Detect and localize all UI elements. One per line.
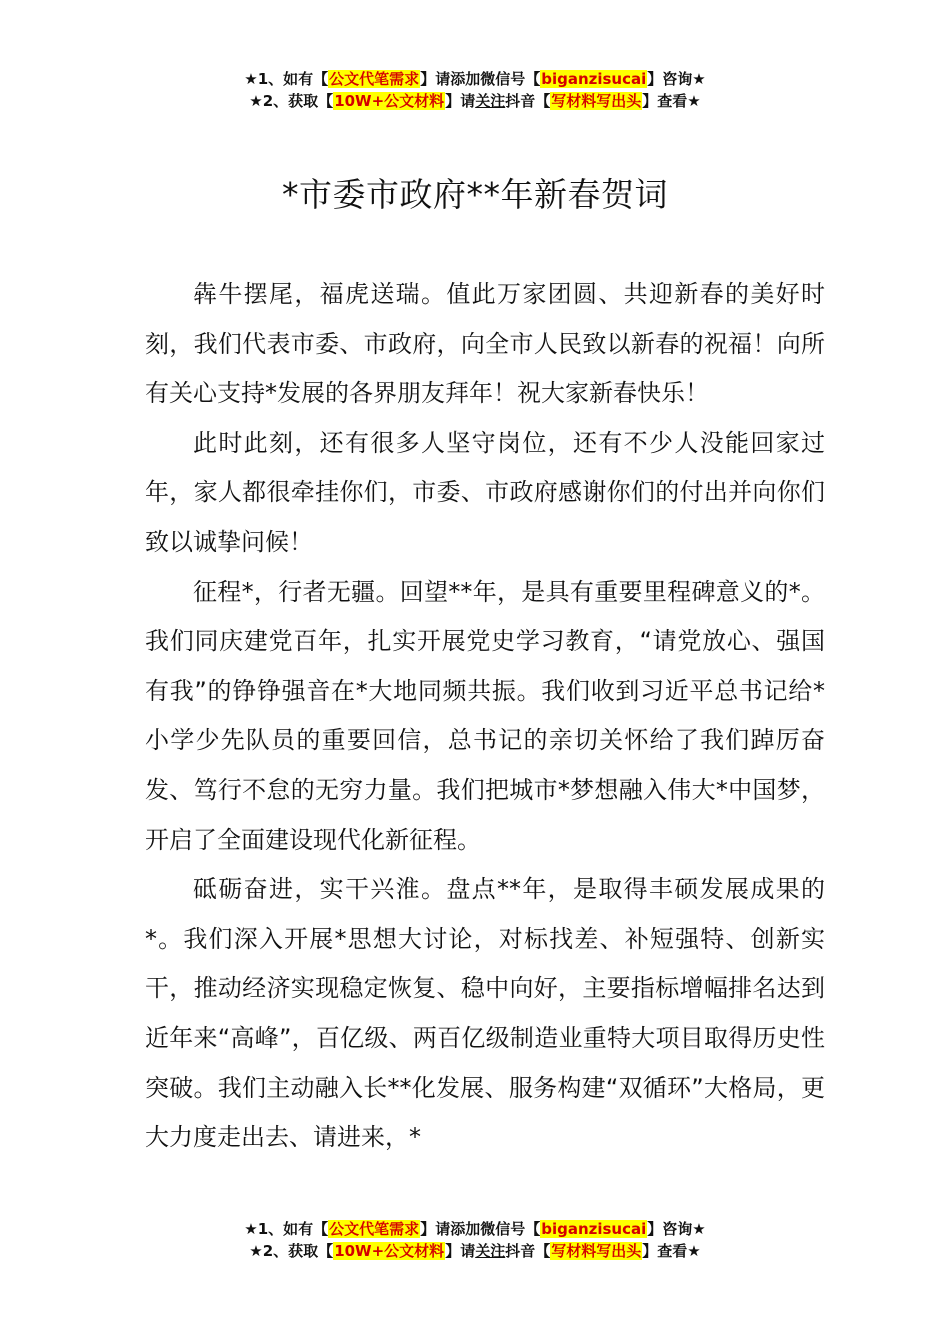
follow-underlined: 关注 [475, 1242, 506, 1260]
highlight-wechat-id: biganzisucai [541, 1220, 647, 1238]
footer-banner [0, 1218, 950, 1262]
banner-line-2: ★2、获取【10W+公文材料】请关注抖音【写材料写出头】查看★ [249, 1242, 701, 1260]
paragraph: 犇牛摆尾，福虎送瑞。值此万家团圆、共迎新春的美好时刻，我们代表市委、市政府，向全市人民致以新春的祝福！向所有关心支持*发展的各界朋友拜年！祝大家新春快乐！ [145, 280, 825, 408]
highlight-service: 公文代笔需求 [329, 70, 420, 88]
paragraph: 砥砺奋进，实干兴淮。盘点**年，是取得丰硕发展成果的*。我们深入开展*思想大讨论，对标找差、补短强特、创新实干，推动经济实现稳定恢复、稳中向好，主要指标增幅排名达到近年来“高峰”，百亿级、两百亿级制造业重特大项目取得历史性突破。我们主动融入长**化发展、服务构建“双循环”大格局，更大力度走出去、请进来，* [145, 875, 825, 1152]
document-body [145, 270, 825, 1163]
highlight-materials: 10W+公文材料 [334, 92, 445, 110]
paragraph: 征程*，行者无疆。回望**年，是具有重要里程碑意义的*。我们同庆建党百年，扎实开展党史学习教育，“请党放心、强国有我”的铮铮强音在*大地同频共振。我们收到习近平总书记给*小学少先队员的重要回信，总书记的亲切关怀给了我们踔厉奋发、笃行不怠的无穷力量。我们把城市*梦想融入伟大*中国梦，开启了全面建设现代化新征程。 [145, 577, 825, 854]
follow-underlined: 关注 [475, 92, 506, 110]
highlight-materials: 10W+公文材料 [334, 1242, 445, 1260]
document-title: *市委市政府**年新春贺词 [282, 175, 668, 214]
highlight-service: 公文代笔需求 [329, 1220, 420, 1238]
highlight-wechat-id: biganzisucai [541, 70, 647, 88]
banner-line-2: ★2、获取【10W+公文材料】请关注抖音【写材料写出头】查看★ [249, 92, 701, 110]
banner-line-1: ★1、如有【公文代笔需求】请添加微信号【biganzisucai】咨询★ [244, 1220, 706, 1238]
header-banner [0, 68, 950, 112]
highlight-douyin-account: 写材料写出头 [551, 1242, 642, 1260]
banner-line-1: ★1、如有【公文代笔需求】请添加微信号【biganzisucai】咨询★ [244, 70, 706, 88]
paragraph: 此时此刻，还有很多人坚守岗位，还有不少人没能回家过年，家人都很牵挂你们，市委、市政府感谢你们的付出并向你们致以诚挚问候！ [145, 428, 825, 556]
highlight-douyin-account: 写材料写出头 [551, 92, 642, 110]
